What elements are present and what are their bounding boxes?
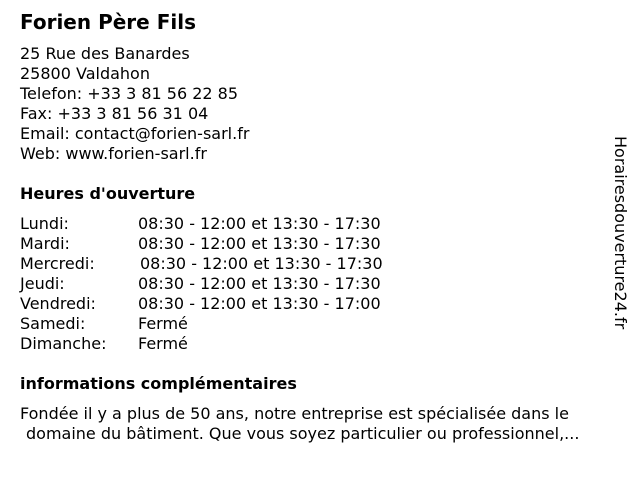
time-value: 08:30 - 12:00 et 13:30 - 17:30 bbox=[138, 214, 381, 233]
time-value: Fermé bbox=[138, 334, 188, 353]
description-line: Fondée il y a plus de 50 ans, notre entreprise est spécialisée dans le bbox=[20, 404, 569, 423]
day-label: Vendredi: bbox=[20, 294, 96, 313]
address-street: 25 Rue des Banardes bbox=[20, 44, 190, 63]
hours-row-wednesday bbox=[20, 254, 440, 274]
opening-hours-table bbox=[20, 214, 440, 354]
business-description bbox=[20, 404, 579, 444]
hours-row-saturday bbox=[20, 314, 440, 334]
website-url: Web: www.forien-sarl.fr bbox=[20, 144, 207, 163]
time-value: 08:30 - 12:00 et 13:30 - 17:00 bbox=[138, 294, 381, 313]
day-label: Mardi: bbox=[20, 234, 70, 253]
contact-block bbox=[20, 44, 249, 164]
description-line: domaine du bâtiment. Que vous soyez particulier ou professionnel,... bbox=[26, 424, 580, 443]
time-value: 08:30 - 12:00 et 13:30 - 17:30 bbox=[138, 234, 381, 253]
phone-number: Telefon: +33 3 81 56 22 85 bbox=[20, 84, 239, 103]
day-label: Jeudi: bbox=[20, 274, 65, 293]
hours-row-friday bbox=[20, 294, 440, 314]
hours-row-thursday bbox=[20, 274, 440, 294]
watermark-text: Horairesdouverture24.fr bbox=[611, 136, 630, 330]
day-label: Lundi: bbox=[20, 214, 69, 233]
time-value: 08:30 - 12:00 et 13:30 - 17:30 bbox=[140, 254, 383, 273]
day-label: Samedi: bbox=[20, 314, 86, 333]
day-label: Mercredi: bbox=[20, 254, 95, 273]
email-address: Email: contact@forien-sarl.fr bbox=[20, 124, 250, 143]
opening-hours-heading: Heures d'ouverture bbox=[20, 184, 196, 203]
additional-info-heading: informations complémentaires bbox=[20, 374, 297, 393]
business-name: Forien Père Fils bbox=[20, 10, 196, 34]
hours-row-tuesday bbox=[20, 234, 440, 254]
time-value: Fermé bbox=[138, 314, 188, 333]
time-value: 08:30 - 12:00 et 13:30 - 17:30 bbox=[138, 274, 381, 293]
hours-row-sunday bbox=[20, 334, 440, 354]
address-city: 25800 Valdahon bbox=[20, 64, 150, 83]
fax-number: Fax: +33 3 81 56 31 04 bbox=[20, 104, 209, 123]
watermark bbox=[610, 136, 630, 374]
hours-row-monday bbox=[20, 214, 440, 234]
day-label: Dimanche: bbox=[20, 334, 107, 353]
